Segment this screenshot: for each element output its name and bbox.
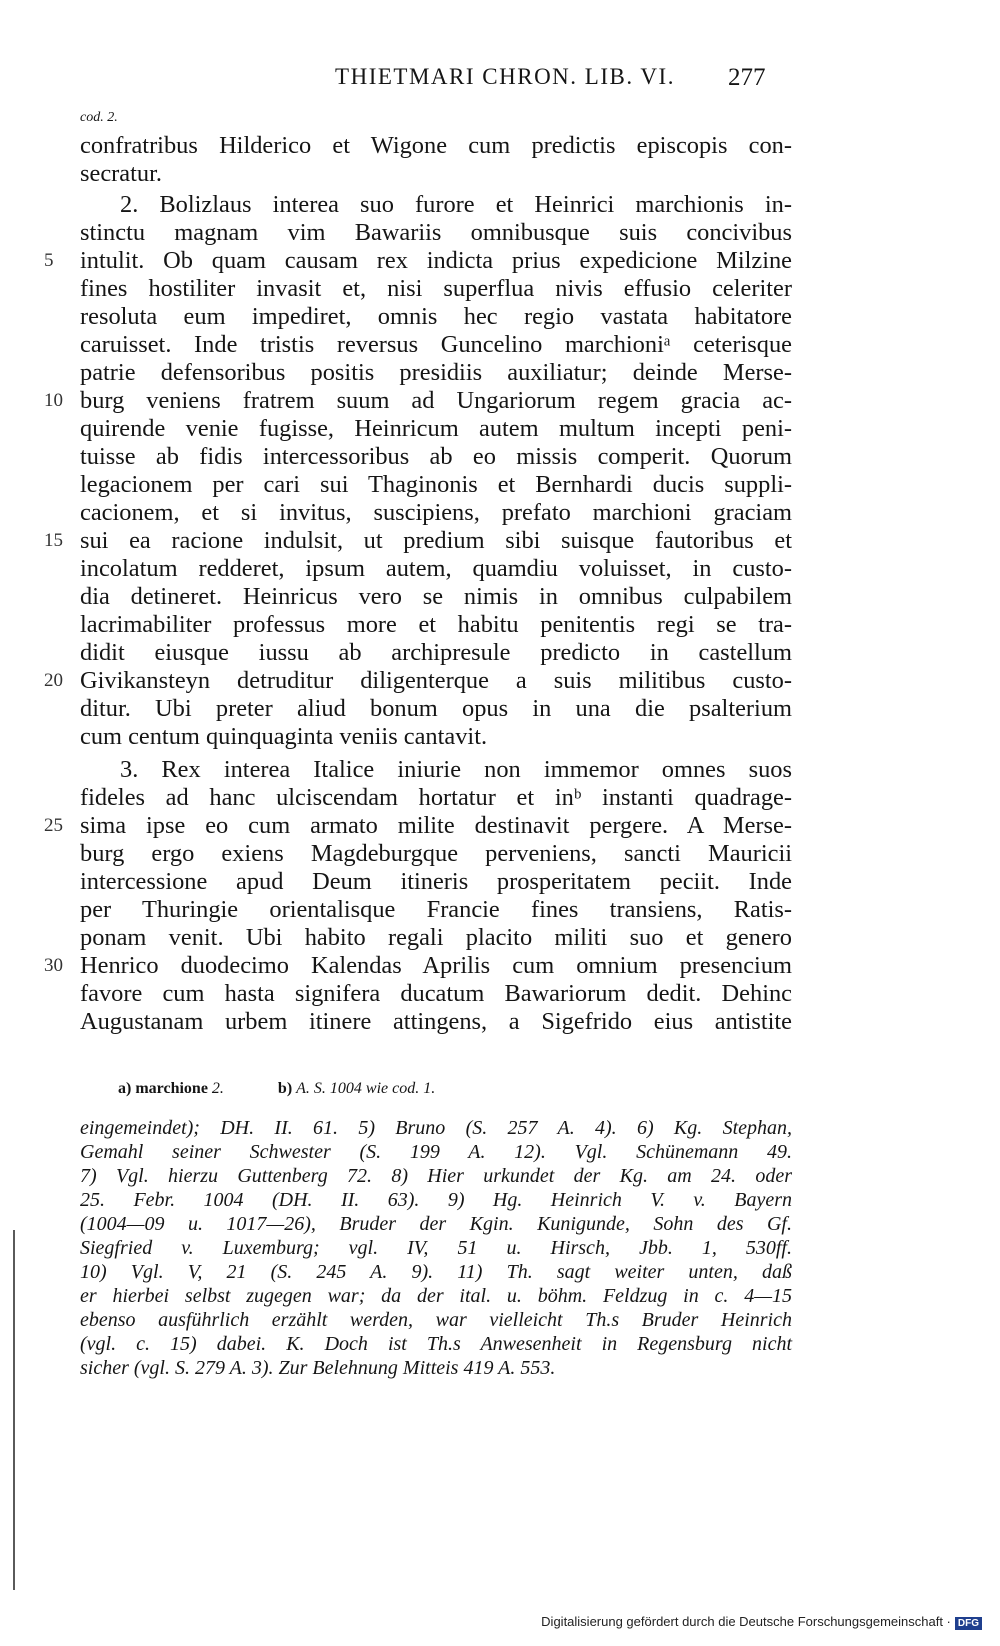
footnote-line: 25. Febr. 1004 (DH. II. 63). 9) Hg. Heinrich V. v. Bayern — [80, 1189, 792, 1211]
footnote-line: sicher (vgl. S. 279 A. 3). Zur Belehnung Mitteis 419 A. 553. — [80, 1357, 556, 1379]
line-number: 10 — [44, 390, 63, 411]
text-line: burg veniens fratrem suum ad Ungariorum regem gracia ac- — [80, 387, 792, 414]
text-line: lacrimabiliter professus more et habitu penitentis regi se tra- — [80, 611, 792, 638]
text-line: Augustanam urbem itinere attingens, a Sigefrido eius antistite — [80, 1008, 792, 1035]
text-line: confratribus Hilderico et Wigone cum predictis episcopis con- — [80, 132, 792, 159]
critical-apparatus — [118, 1080, 435, 1098]
footnote-line: eingemeindet); DH. II. 61. 5) Bruno (S. 257 A. 4). 6) Kg. Stephan, — [80, 1117, 792, 1139]
apparatus-b-label: b) — [277, 1080, 293, 1097]
apparatus-a-cod: 2. — [211, 1080, 224, 1097]
text-line: ponam venit. Ubi habito regali placito militi suo et genero — [80, 924, 792, 951]
text-line: dia detineret. Heinricus vero se nimis in omnibus culpabilem — [80, 583, 792, 610]
footnote-line: (1004—09 u. 1017—26), Bruder der Kgin. Kunigunde, Sohn des Gf. — [80, 1213, 792, 1235]
text-line: intercessione apud Deum itineris prosperitatem peciit. Inde — [80, 868, 792, 895]
text-line: patrie defensoribus positis presidiis auxiliatur; deinde Merse- — [80, 359, 792, 386]
text-line: sui ea racione indulsit, ut predium sibi suisque fautoribus et — [80, 527, 792, 554]
footnote-line: ebenso ausführlich erzählt werden, war vielleicht Th.s Bruder Heinrich — [80, 1309, 792, 1331]
running-head: THIETMARI CHRON. LIB. VI. — [335, 64, 675, 89]
line-number: 15 — [44, 530, 63, 551]
text-line: Givikansteyn detruditur diligenterque a suis militibus custo- — [80, 667, 792, 694]
text-line: intulit. Ob quam causam rex indicta prius expedicione Milzine — [80, 247, 792, 274]
apparatus-a-label: a) — [118, 1080, 132, 1097]
text-line: secratur. — [80, 160, 162, 187]
footnote-line: 10) Vgl. V, 21 (S. 245 A. 9). 11) Th. sagt weiter unten, daß — [80, 1261, 792, 1283]
dfg-logo: DFG — [955, 1617, 982, 1630]
apparatus-a-text: marchione — [135, 1080, 208, 1097]
text-line: ditur. Ubi preter aliud bonum opus in una die psalterium — [80, 695, 792, 722]
text-line: 2. Bolizlaus interea suo furore et Heinrici marchionis in- — [120, 191, 792, 218]
text-line: legacionem per cari sui Thaginonis et Bernhardi ducis suppli- — [80, 471, 792, 498]
apparatus-b-text: A. S. 1004 wie cod. 1. — [296, 1080, 436, 1097]
text-line: incolatum redderet, ipsum autem, quamdiu voluisset, in custo- — [80, 555, 792, 582]
text-line: favore cum hasta signifera ducatum Bawariorum dedit. Dehinc — [80, 980, 792, 1007]
page-number: 277 — [728, 64, 766, 91]
codex-label: cod. 2. — [80, 110, 118, 125]
text-line: per Thuringie orientalisque Francie fines transiens, Ratis- — [80, 896, 792, 923]
text-line: stinctu magnam vim Bawariis omnibusque suis concivibus — [80, 219, 792, 246]
text-line: didit eiusque iussu ab archipresule predicto in castellum — [80, 639, 792, 666]
text-line: resoluta eum impediret, omnis hec regio vastata habitatore — [80, 303, 792, 330]
line-number: 20 — [44, 670, 63, 691]
credit-text: Digitalisierung gefördert durch die Deutsche Forschungsgemeinschaft · — [541, 1614, 951, 1629]
text-line: Henrico duodecimo Kalendas Aprilis cum omnium presencium — [80, 952, 792, 979]
text-line: caruisset. Inde tristis reversus Guncelino marchioniᵃ ceterisque — [80, 331, 792, 358]
text-line: sima ipse eo cum armato milite destinavit pergere. A Merse- — [80, 812, 792, 839]
text-line: burg ergo exiens Magdeburgque perveniens, sancti Mauricii — [80, 840, 792, 867]
footnote-line: Gemahl seiner Schwester (S. 199 A. 12). Vgl. Schünemann 49. — [80, 1141, 792, 1163]
text-line: cacionem, et si invitus, suscipiens, prefato marchioni graciam — [80, 499, 792, 526]
text-line: 3. Rex interea Italice iniurie non immemor omnes suos — [120, 756, 792, 783]
text-line: cum centum quinquaginta veniis cantavit. — [80, 723, 488, 750]
text-line: fideles ad hanc ulciscendam hortatur et inᵇ instanti quadrage- — [80, 784, 792, 811]
footnote-line: 7) Vgl. hierzu Guttenberg 72. 8) Hier urkundet der Kg. am 24. oder — [80, 1165, 792, 1187]
text-line: quirende venie fugisse, Heinricum autem multum incepti peni- — [80, 415, 792, 442]
footnote-line: er hierbei selbst zugegen war; da der ital. u. böhm. Feldzug in c. 4—15 — [80, 1285, 792, 1307]
text-line: fines hostiliter invasit et, nisi superflua nivis effusio celeriter — [80, 275, 792, 302]
scan-margin-line — [13, 1230, 15, 1590]
line-number: 25 — [44, 815, 63, 836]
digitization-credit — [541, 1614, 982, 1630]
text-line: tuisse ab fidis intercessoribus ab eo missis comperit. Quorum — [80, 443, 792, 470]
footnote-line: Siegfried v. Luxemburg; vgl. IV, 51 u. Hirsch, Jbb. 1, 530ff. — [80, 1237, 792, 1259]
line-number: 30 — [44, 955, 63, 976]
footnote-line: (vgl. c. 15) dabei. K. Doch ist Th.s Anwesenheit in Regensburg nicht — [80, 1333, 792, 1355]
line-number: 5 — [44, 250, 54, 271]
